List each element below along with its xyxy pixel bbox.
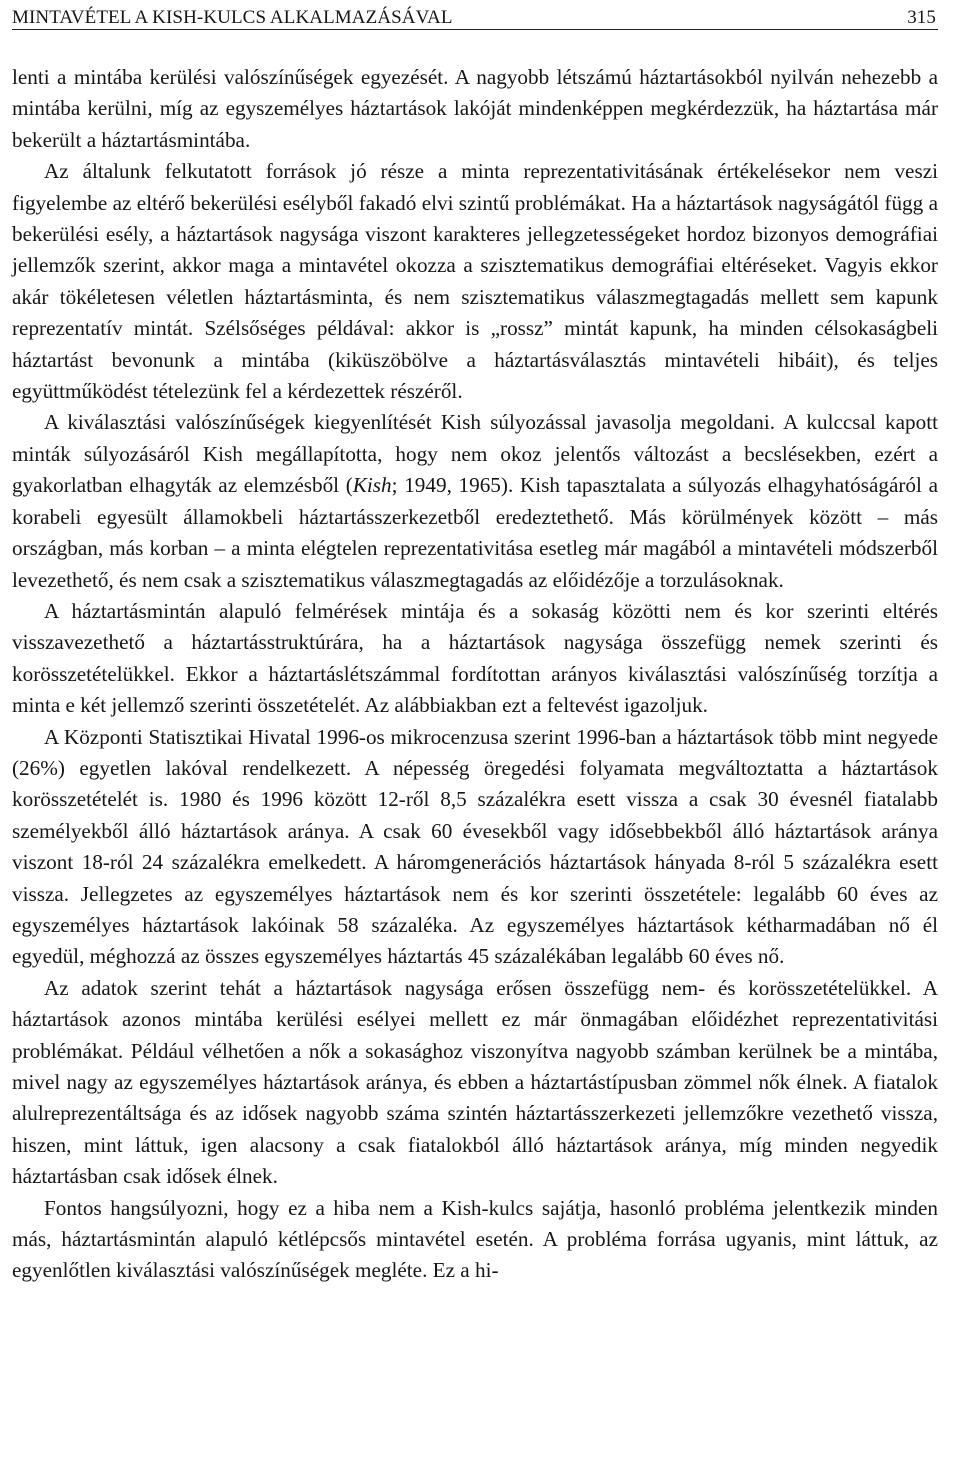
paragraph-5: A Központi Statisztikai Hivatal 1996-os mikrocenzusa szerint 1996-ban a háztartások több mint negyede (26%) egyetlen lakóval rendelkezett. A népesség öregedési folyamata megváltoztatta a háztartások korösszetételét is. 1980 és 1996 között 12-ről 8,5 százalékra esett vissza a csak 30 évesnél fiatalabb személyekből álló háztartások aránya. A csak 60 évesekből vagy idősebbekből álló háztartások aránya viszont 18-ról 24 százalékra emelkedett. A háromgenerációs háztartások hányada 8-ról 5 százalékra esett vissza. Jellegzetes az egyszemélyes háztartások nem és kor szerinti összetétele: legalább 60 éves az egyszemélyes háztartások lakóinak 58 százaléka. Az egyszemélyes háztartások kétharmadában nő él egyedül, méghozzá az összes egyszemélyes háztartás 45 százalékában legalább 60 éves nő.: [12, 724, 938, 969]
paragraph-7: Fontos hangsúlyozni, hogy ez a hiba nem a Kish-kulcs sajátja, hasonló probléma jelentkezik minden más, háztartásmintán alapuló kétlépcsős mintavétel esetén. A probléma forrása ugyanis, mint láttuk, az egyenlőtlen kiválasztási valószínűségek megléte. Ez a hi-: [12, 1195, 938, 1283]
paragraph-3: [12, 407, 938, 595]
paragraph-2: Az általunk felkutatott források jó része a minta reprezentativitásának értékelésekor nem veszi figyelembe az eltérő bekerülési esélyből fakadó elvi szintű problémákat. Ha a háztartások nagyságától függ a bekerülési esély, a háztartások nagysága viszont karakteres jellegzetességeket hordoz bizonyos demográfiai jellemzők szerint, akkor maga a mintavétel okozza a szisztematikus demográfiai eltéréseket. Vagyis ekkor akár tökéletesen véletlen háztartásminta, és nem szisztematikus válaszmegtagadás mellett sem kapunk reprezentatív mintát. Szélsőséges példával: akkor is „rossz” mintát kapunk, ha minden célsokaságbeli háztartást bevonunk a mintába (kiküszöbölve a háztartásválasztás mintavételi hibáit), és teljes együttműködést tételezünk fel a kérdezettek részéről.: [12, 159, 938, 404]
running-header: [12, 0, 938, 30]
paragraph-3-part-1: A kiválasztási valószínűségek kiegyenlítését Kish súlyozással javasolja megoldani. A kulccsal kapott minták súlyozásáról Kish megállapította, hogy nem okoz jelentős változást a becslésekben, ezért a gyakorlatban elhagyták az elemzésből (: [12, 410, 938, 498]
running-title: MINTAVÉTEL A KISH-KULCS ALKALMAZÁSÁVAL: [12, 7, 453, 28]
paragraph-6: Az adatok szerint tehát a háztartások nagysága erősen összefügg nem- és korösszetételükkel. A háztartások azonos mintába kerülési esélyei mellett ez már önmagában előidézhet reprezentativitási problémákat. Például vélhetően a nők a sokasághoz viszonyítva nagyobb számban kerülnek be a mintába, mivel nagy az egyszemélyes háztartások aránya, és ebben a háztartástípusban zömmel nők élnek. A fiatalok alulreprezentáltsága és az idősek nagyobb száma szintén háztartásszerkezeti jellemzőkre vezethető vissza, hiszen, mint láttuk, igen alacsony a csak fiatalokból álló háztartások aránya, míg minden negyedik háztartásban csak idősek élnek.: [12, 975, 938, 1189]
citation-author: Kish: [352, 473, 392, 498]
paragraph-3-part-2: ; 1949, 1965). Kish tapasztalata a súlyozás elhagyhatóságáról a korabeli egyesült államokbeli háztartásszerkezetből eredeztethető. Más körülmények között – más országban, más korban – a minta elégtelen reprezentativitása esetleg már magából a mintavételi módszerből levezethető, és nem csak a szisztematikus válaszmegtagadás az előidézője a torzulásoknak.: [12, 473, 938, 592]
paragraph-4: A háztartásmintán alapuló felmérések mintája és a sokaság közötti nem és kor szerinti eltérés visszavezethető a háztartásstruktúrára, ha a háztartások nagysága összefügg nemek szerinti és korösszetételükkel. Ekkor a háztartáslétszámmal fordítottan arányos kiválasztási valószínűség torzítja a minta e két jellemző szerinti összetételét. Az alábbiakban ezt a feltevést igazoljuk.: [12, 598, 938, 718]
page-number: 315: [907, 7, 936, 28]
paragraph-1: lenti a mintába kerülési valószínűségek egyezését. A nagyobb létszámú háztartásokból nyilván nehezebb a mintába kerülni, míg az egyszemélyes háztartások lakóját mindenképpen megkérdezzük, ha háztartása már bekerült a háztartásmintába.: [12, 65, 938, 152]
body-text: [12, 62, 938, 1287]
